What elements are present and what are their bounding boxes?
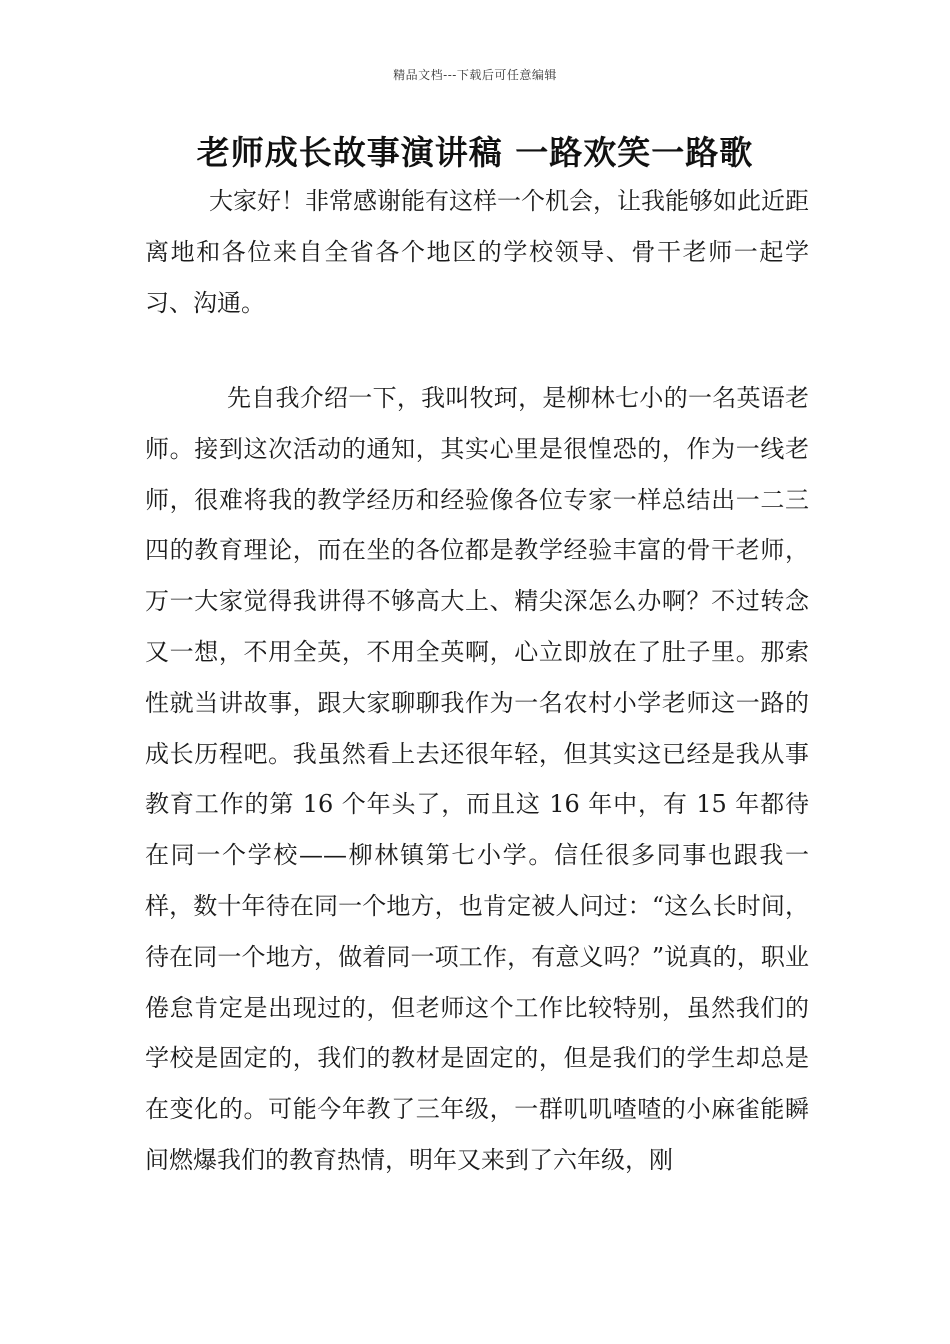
document-title: 老师成长故事演讲稿 一路欢笑一路歌 xyxy=(196,133,754,172)
paragraph-introduction: 先自我介绍一下，我叫牧珂，是柳林七小的一名英语老师。接到这次活动的通知，其实心里是很惶恐的，作为一线老师，很难将我的教学经历和经验像各位专家一样总结出一二三四的教育理论，而在坐的各位都是教学经验丰富的骨干老师，万一大家觉得我讲得不够高大上、精尖深怎么办啊？不过转念又一想，不用全英，不用全英啊，心立即放在了肚子里。那索性就当讲故事，跟大家聊聊我作为一名农村小学老师这一路的成长历程吧。我虽然看上去还很年轻，但其实这已经是我从事教育工作的第 16 个年头了，而且这 16 年中，有 15 年都待在同一个学校——柳林镇第七小学。信任很多同事也跟我一样，数十年待在同一个地方，也肯定被人问过：“这么长时间，待在同一个地方，做着同一项工作，有意义吗？”说真的，职业倦怠肯定是出现过的，但老师这个工作比较特别，虽然我们的学校是固定的，我们的教材是固定的，但是我们的学生却总是在变化的。可能今年教了三年级，一群叽叽喳喳的小麻雀能瞬间燃爆我们的教育热情，明年又来到了六年级，刚 xyxy=(145,384,809,1174)
paragraph-greeting: 大家好！非常感谢能有这样一个机会，让我能够如此近距离地和各位来自全省各个地区的学校领导、骨干老师一起学习、沟通。 xyxy=(145,187,809,317)
header-note: 精品文档---下载后可任意编辑 xyxy=(393,68,557,82)
